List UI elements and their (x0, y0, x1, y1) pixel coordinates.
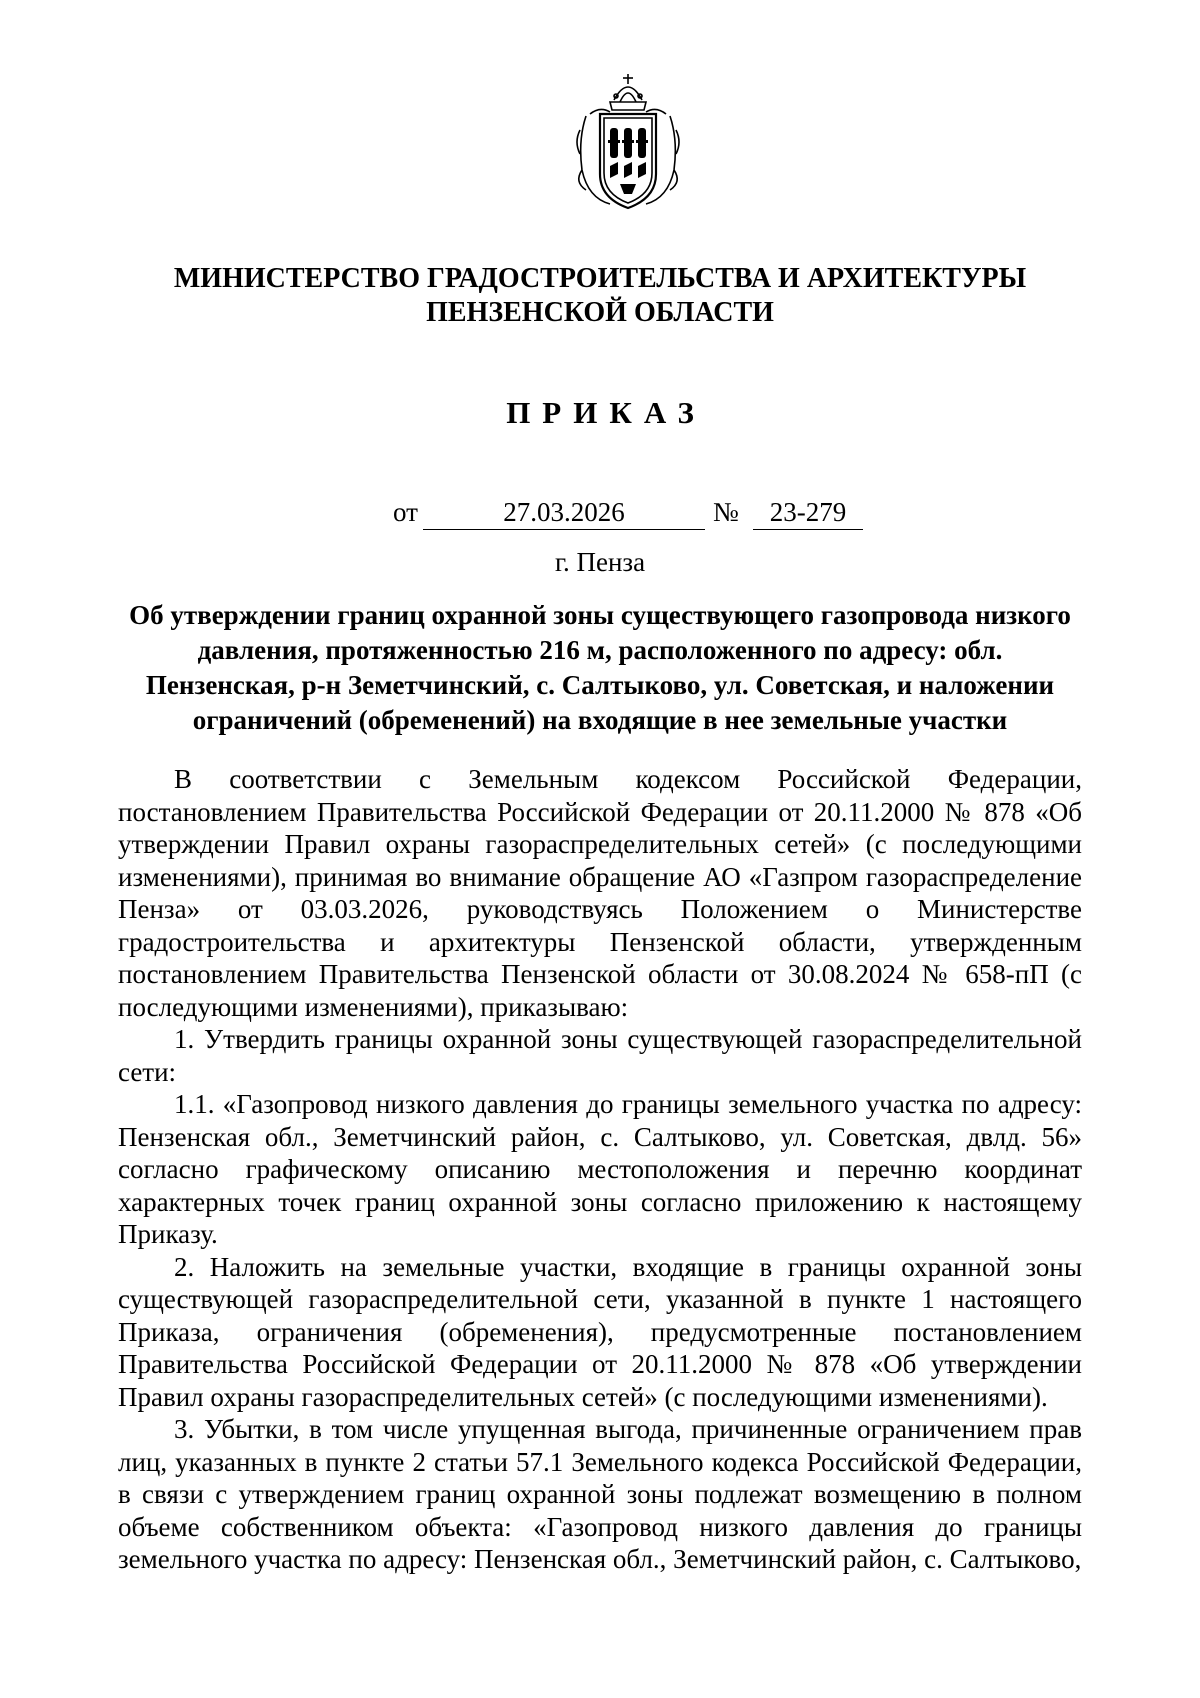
paragraph-item-1: 1. Утвердить границы охранной зоны существующей газораспределительной сети: (118, 1024, 1082, 1087)
paragraph-item-1-1: 1.1. «Газопровод низкого давления до границы земельного участка по адресу: Пензенская обл., Земетчинский район, с. Салтыково, ул. Советская, двлд. 56» согласно графическому описанию местоположения и перечню координат характерных точек границ охранной зоны согласно приложению к настоящему Приказу. (118, 1089, 1082, 1249)
document-subject: Об утверждении границ охранной зоны существующего газопровода низкого давления, протяженностью 216 м, расположенного по адресу: обл. Пензенская, р-н Земетчинский, с. Салтыково, ул. Советская, и наложении ограничений (обременений) на входящие в нее земельные участки (129, 600, 1071, 735)
document-type-title: ПРИКАЗ (506, 395, 706, 430)
paragraph-item-3: 3. Убытки, в том числе упущенная выгода, причиненные ограничением прав лиц, указанных в пункте 2 статьи 57.1 Земельного кодекса Российской Федерации, в связи с утверждением границ охранной зоны подлежат возмещению в полном объеме собственником объекта: «Газопровод низкого давления до границы земельного участка по адресу: Пензенская обл., Земетчинский район, с. Салтыково, (118, 1414, 1082, 1574)
ministry-line-1: МИНИСТЕРСТВО ГРАДОСТРОИТЕЛЬСТВА И АРХИТЕКТУРЫ (173, 263, 1027, 294)
paragraph-preamble: В соответствии с Земельным кодексом Российской Федерации, постановлением Правительства Российской Федерации от 20.11.2000 № 878 «Об утверждении Правил охраны газораспределительных сетей» (с последующими изменениями), принимая во внимание обращение АО «Газпром газораспределение Пенза» от 03.03.2026, руководствуясь Положением о Министерстве градостроительства и архитектуры Пензенской области, утвержденным постановлением Правительства Пензенской области от 30.08.2024 № 658-пП (с последующими изменениями), приказываю: (118, 764, 1082, 1022)
number-label: № (713, 497, 739, 527)
document-date: 27.03.2026 (423, 497, 705, 530)
paragraph-item-2: 2. Наложить на земельные участки, входящие в границы охранной зоны существующей газораспределительной сети, указанной в пункте 1 настоящего Приказа, ограничения (обременения), предусмотренные постановлением Правительства Российской Федерации от 20.11.2000 № 878 «Об утверждении Правил охраны газораспределительных сетей» (с последующими изменениями). (118, 1251, 1082, 1412)
date-number-line (0, 497, 1200, 533)
document-number: 23-279 (753, 497, 863, 530)
date-label: от (393, 497, 418, 527)
ministry-line-2: ПЕНЗЕНСКОЙ ОБЛАСТИ (426, 297, 774, 328)
coat-of-arms-icon (570, 70, 686, 216)
document-city: г. Пенза (554, 547, 646, 577)
document-body (118, 763, 1082, 1576)
ministry-name (100, 262, 1100, 330)
